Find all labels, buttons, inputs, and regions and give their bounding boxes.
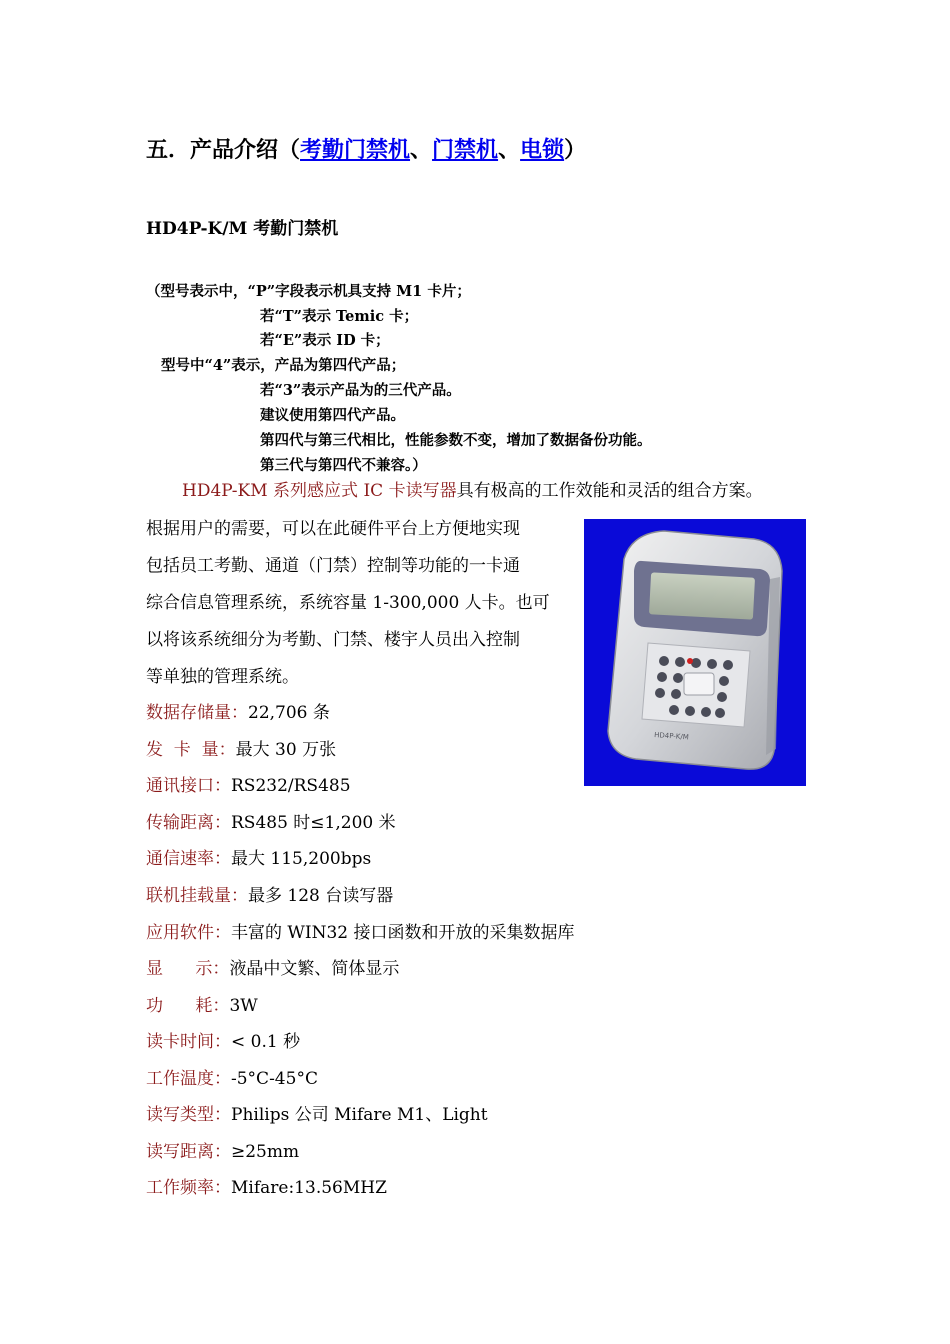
spec-row: [146, 700, 330, 726]
spec-row: [146, 883, 393, 909]
paragraph-line: 等单独的管理系统。: [146, 667, 299, 687]
paragraph-line: 以将该系统细分为考勤、门禁、楼宇人员出入控制: [146, 630, 520, 650]
spec-row: [146, 737, 336, 763]
heading-prefix: 五．产品介绍（: [146, 138, 301, 163]
card-reader-device-image: [584, 519, 806, 786]
spec-label: 读写距离：: [146, 1142, 231, 1162]
intro-highlight: HD4P-KM 系列感应式 IC 卡读写器: [182, 481, 457, 501]
spec-value: Philips 公司 Mifare M1、Light: [231, 1105, 488, 1125]
spec-value: Mifare:13.56MHZ: [231, 1178, 387, 1198]
spec-label: 联机挂载量：: [146, 886, 248, 906]
link-attendance-access-machine[interactable]: 考勤门禁机: [300, 138, 411, 163]
note-line: （型号表示中，“P”字段表示机具支持 M1 卡片；: [146, 283, 471, 300]
note-line: 建议使用第四代产品。: [260, 407, 405, 424]
device-photo: [584, 519, 806, 786]
note-line: 型号中“4”表示，产品为第四代产品；: [161, 357, 406, 374]
spec-label: 功 耗：: [146, 996, 230, 1016]
paragraph-line: 根据用户的需要，可以在此硬件平台上方便地实现: [146, 519, 520, 539]
intro-rest: 具有极高的工作效能和灵活的组合方案。: [456, 481, 763, 501]
paragraph-line: 包括员工考勤、通道（门禁）控制等功能的一卡通: [146, 556, 520, 576]
spec-value: 最大 115,200bps: [231, 849, 372, 869]
spec-row: [146, 993, 258, 1019]
spec-label: 通讯接口：: [146, 776, 231, 796]
spec-label: 读写类型：: [146, 1105, 231, 1125]
spec-row: [146, 920, 575, 946]
spec-value: 液晶中文繁、简体显示: [229, 959, 400, 979]
heading-suffix: ）: [564, 138, 587, 163]
spec-label: 显 示：: [146, 959, 230, 979]
spec-value: 丰富的 WIN32 接口函数和开放的采集数据库: [231, 923, 575, 943]
spec-label: 发 卡 量：: [146, 740, 236, 760]
spec-label: 通信速率：: [146, 849, 231, 869]
spec-row: [146, 1139, 299, 1165]
spec-value: 最多 128 台读写器: [248, 886, 394, 906]
note-line: 第三代与第四代不兼容。）: [260, 457, 427, 474]
link-electric-lock[interactable]: 电锁: [520, 138, 565, 163]
spec-value: RS485 时≤1,200 米: [231, 813, 396, 833]
spec-label: 传输距离：: [146, 813, 231, 833]
heading-separator: 、: [410, 138, 433, 163]
spec-value: < 0.1 秒: [231, 1032, 301, 1052]
spec-value: 3W: [229, 996, 258, 1016]
spec-label: 数据存储量：: [146, 703, 248, 723]
note-line: 若“T”表示 Temic 卡；: [260, 308, 419, 325]
spec-value: 22,706 条: [248, 703, 330, 723]
spec-label: 应用软件：: [146, 923, 231, 943]
spec-row: [146, 846, 371, 872]
spec-label: 工作温度：: [146, 1069, 231, 1089]
spec-value: ≥25mm: [231, 1142, 300, 1162]
link-access-machine[interactable]: 门禁机: [432, 138, 499, 163]
spec-row: [146, 773, 351, 799]
device-model-label: HD4P-K/M: [653, 731, 690, 742]
section-heading: [146, 134, 586, 168]
spec-row: [146, 956, 399, 982]
spec-label: 读卡时间：: [146, 1032, 231, 1052]
spec-row: [146, 1175, 387, 1201]
heading-separator: 、: [498, 138, 521, 163]
note-line: 若“E”表示 ID 卡；: [260, 332, 390, 349]
spec-value: RS232/RS485: [231, 776, 351, 796]
spec-value: -5°C-45°C: [231, 1069, 318, 1089]
note-line: 若“3”表示产品为的三代产品。: [260, 382, 461, 399]
spec-row: [146, 1102, 488, 1128]
spec-label: 工作频率：: [146, 1178, 231, 1198]
intro-line: [182, 478, 763, 504]
spec-row: [146, 1066, 318, 1092]
spec-row: [146, 1029, 300, 1055]
paragraph-line: 综合信息管理系统，系统容量 1-300,000 人卡。也可: [146, 593, 550, 613]
model-title: HD4P-K/M 考勤门禁机: [146, 219, 339, 239]
spec-value: 最大 30 万张: [235, 740, 337, 760]
note-line: 第四代与第三代相比，性能参数不变，增加了数据备份功能。: [260, 432, 652, 449]
spec-row: [146, 810, 396, 836]
